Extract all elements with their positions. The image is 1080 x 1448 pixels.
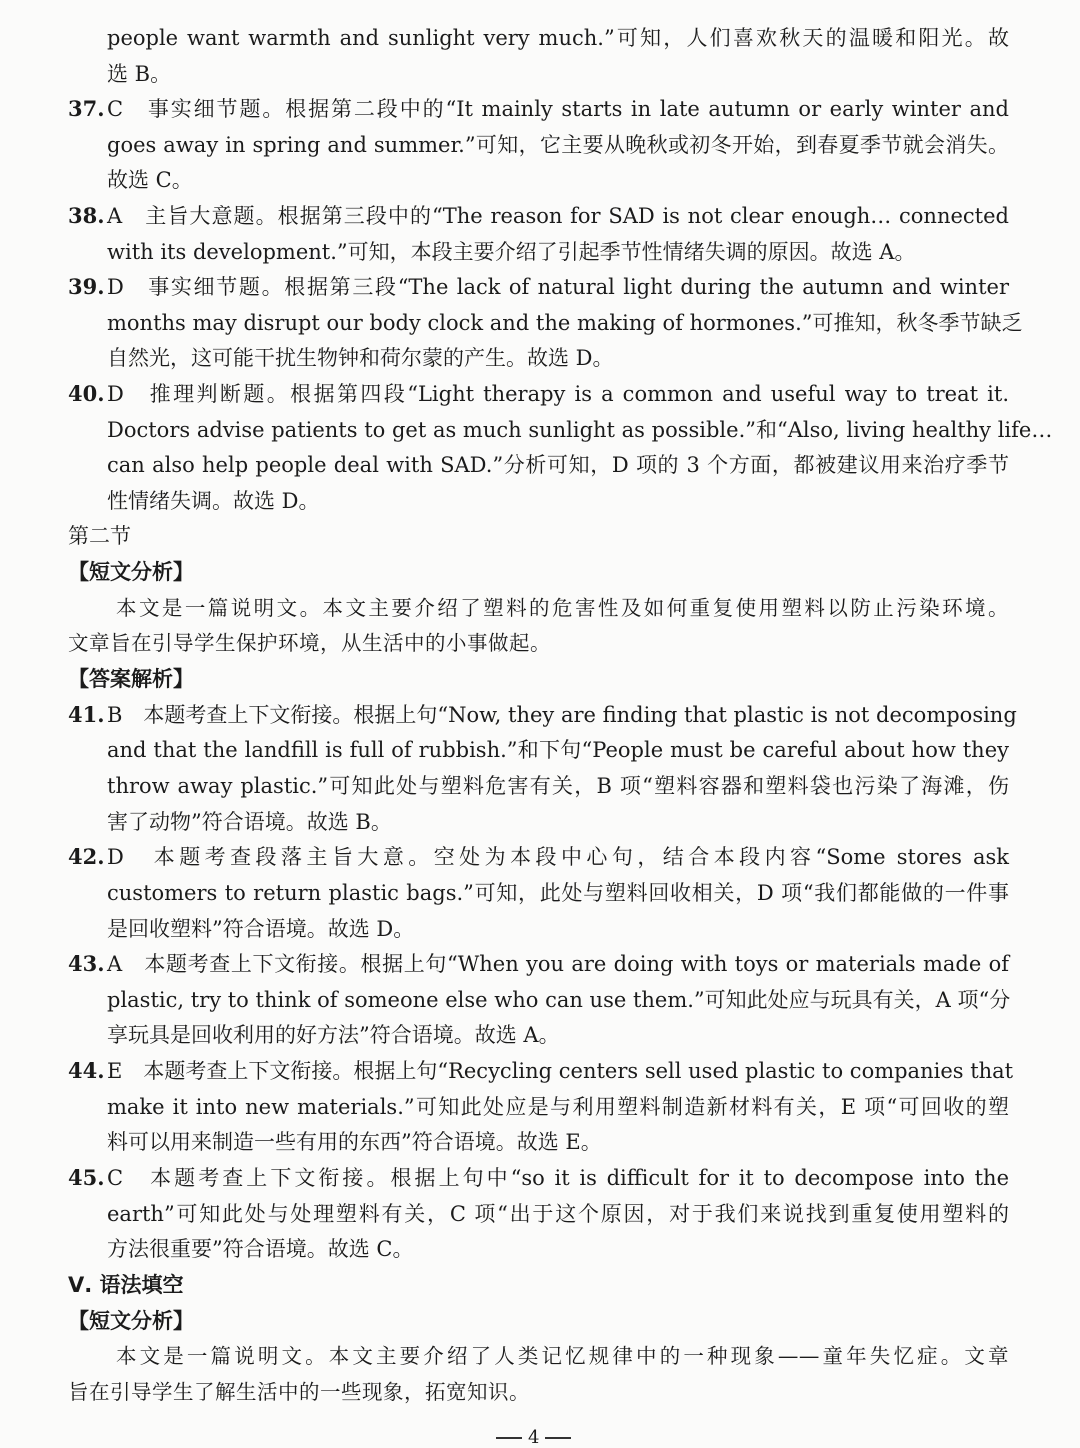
text-line: C 本题考查上下文衔接。根据上句中“so it is difficult for it to decompose into the [107,1166,1009,1190]
text-line: customers to return plastic bags.”可知，此处与塑料回收相关，D 项“我们都能做的一件事 [107,881,1009,905]
text-line: earth”可知此处与处理塑料有关，C 项“出于这个原因，对于我们来说找到重复使用塑料的 [107,1202,1009,1226]
page-number-dash [545,1437,571,1439]
question-number: 42. [68,844,105,869]
text-line: A 主旨大意题。根据第三段中的“The reason for SAD is not clear enough… connected [107,204,1009,228]
text-line: 享玩具是回收利用的好方法”符合语境。故选 A。 [107,1023,560,1047]
section-title: 第二节 [68,524,131,548]
text-line: 自然光，这可能干扰生物钟和荷尔蒙的产生。故选 D。 [107,346,614,370]
question-number: 38. [68,203,105,228]
analysis-line: 文章旨在引导学生保护环境，从生活中的小事做起。 [68,631,551,655]
text-line: B 本题考查上下文衔接。根据上句“Now, they are finding that plastic is not decomposing [107,703,1017,727]
text-line: 害了动物”符合语境。故选 B。 [107,810,392,834]
answers-label: 【答案解析】 [68,667,194,691]
text-line: D 推理判断题。根据第四段“Light therapy is a common and useful way to treat it. [107,382,1009,406]
text-line: 选 B。 [107,62,172,86]
question-number: 43. [68,951,105,976]
text-line: throw away plastic.”可知此处与塑料危害有关，B 项“塑料容器和塑料袋也污染了海滩，伤 [107,774,1009,798]
text-line: Doctors advise patients to get as much sunlight as possible.”和“Also, living healthy life… [107,418,1053,442]
analysis-label: 【短文分析】 [68,560,194,584]
text-line: 料可以用来制造一些有用的东西”符合语境。故选 E。 [107,1130,602,1154]
text-line: 是回收塑料”符合语境。故选 D。 [107,917,415,941]
question-number: 40. [68,381,105,406]
text-line: with its development.”可知，本段主要介绍了引起季节性情绪失调的原因。故选 A。 [107,240,916,264]
analysis-line: 本文是一篇说明文。本文主要介绍了人类记忆规律中的一种现象——童年失忆症。文章 [116,1344,1009,1368]
text-line: 方法很重要”符合语境。故选 C。 [107,1237,414,1261]
text-line: people want warmth and sunlight very much.”可知，人们喜欢秋天的温暖和阳光。故 [107,26,1009,50]
question-number: 41. [68,702,105,727]
question-number: 45. [68,1165,105,1190]
text-line: 性情绪失调。故选 D。 [107,489,320,513]
text-line: D 事实细节题。根据第三段“The lack of natural light during the autumn and winter [107,275,1009,299]
analysis-line: 本文是一篇说明文。本文主要介绍了塑料的危害性及如何重复使用塑料以防止污染环境。 [116,596,1009,620]
question-number: 39. [68,274,105,299]
text-line: and that the landfill is full of rubbish.”和下句“People must be careful about how they [107,738,1009,762]
page-number [490,1428,577,1448]
question-number: 44. [68,1058,105,1083]
text-line: C 事实细节题。根据第二段中的“It mainly starts in late autumn or early winter and [107,97,1009,121]
text-line: can also help people deal with SAD.”分析可知，D 项的 3 个方面，都被建议用来治疗季节 [107,453,1009,477]
text-line: plastic, try to think of someone else who can use them.”可知此处应与玩具有关，A 项“分 [107,988,1011,1012]
text-line: D 本题考查段落主旨大意。空处为本段中心句，结合本段内容“Some stores ask [107,845,1009,869]
text-line: months may disrupt our body clock and the making of hormones.”可推知，秋冬季节缺乏 [107,311,1023,335]
text-line: make it into new materials.”可知此处应是与利用塑料制造新材料有关，E 项“可回收的塑 [107,1095,1009,1119]
analysis-label: 【短文分析】 [68,1309,194,1333]
question-number: 37. [68,96,105,121]
text-line: E 本题考查上下文衔接。根据上句“Recycling centers sell used plastic to companies that [107,1059,1014,1083]
page-number-value: 4 [528,1427,540,1448]
text-line: goes away in spring and summer.”可知，它主要从晚秋或初冬开始，到春夏季节就会消失。 [107,133,1009,157]
analysis-line: 旨在引导学生了解生活中的一些现象，拓宽知识。 [68,1380,530,1404]
text-line: A 本题考查上下文衔接。根据上句“When you are doing with toys or materials made of [107,952,1009,976]
section-title: Ⅴ. 语法填空 [68,1273,184,1297]
text-line: 故选 C。 [107,168,193,192]
page-number-dash [496,1437,522,1439]
